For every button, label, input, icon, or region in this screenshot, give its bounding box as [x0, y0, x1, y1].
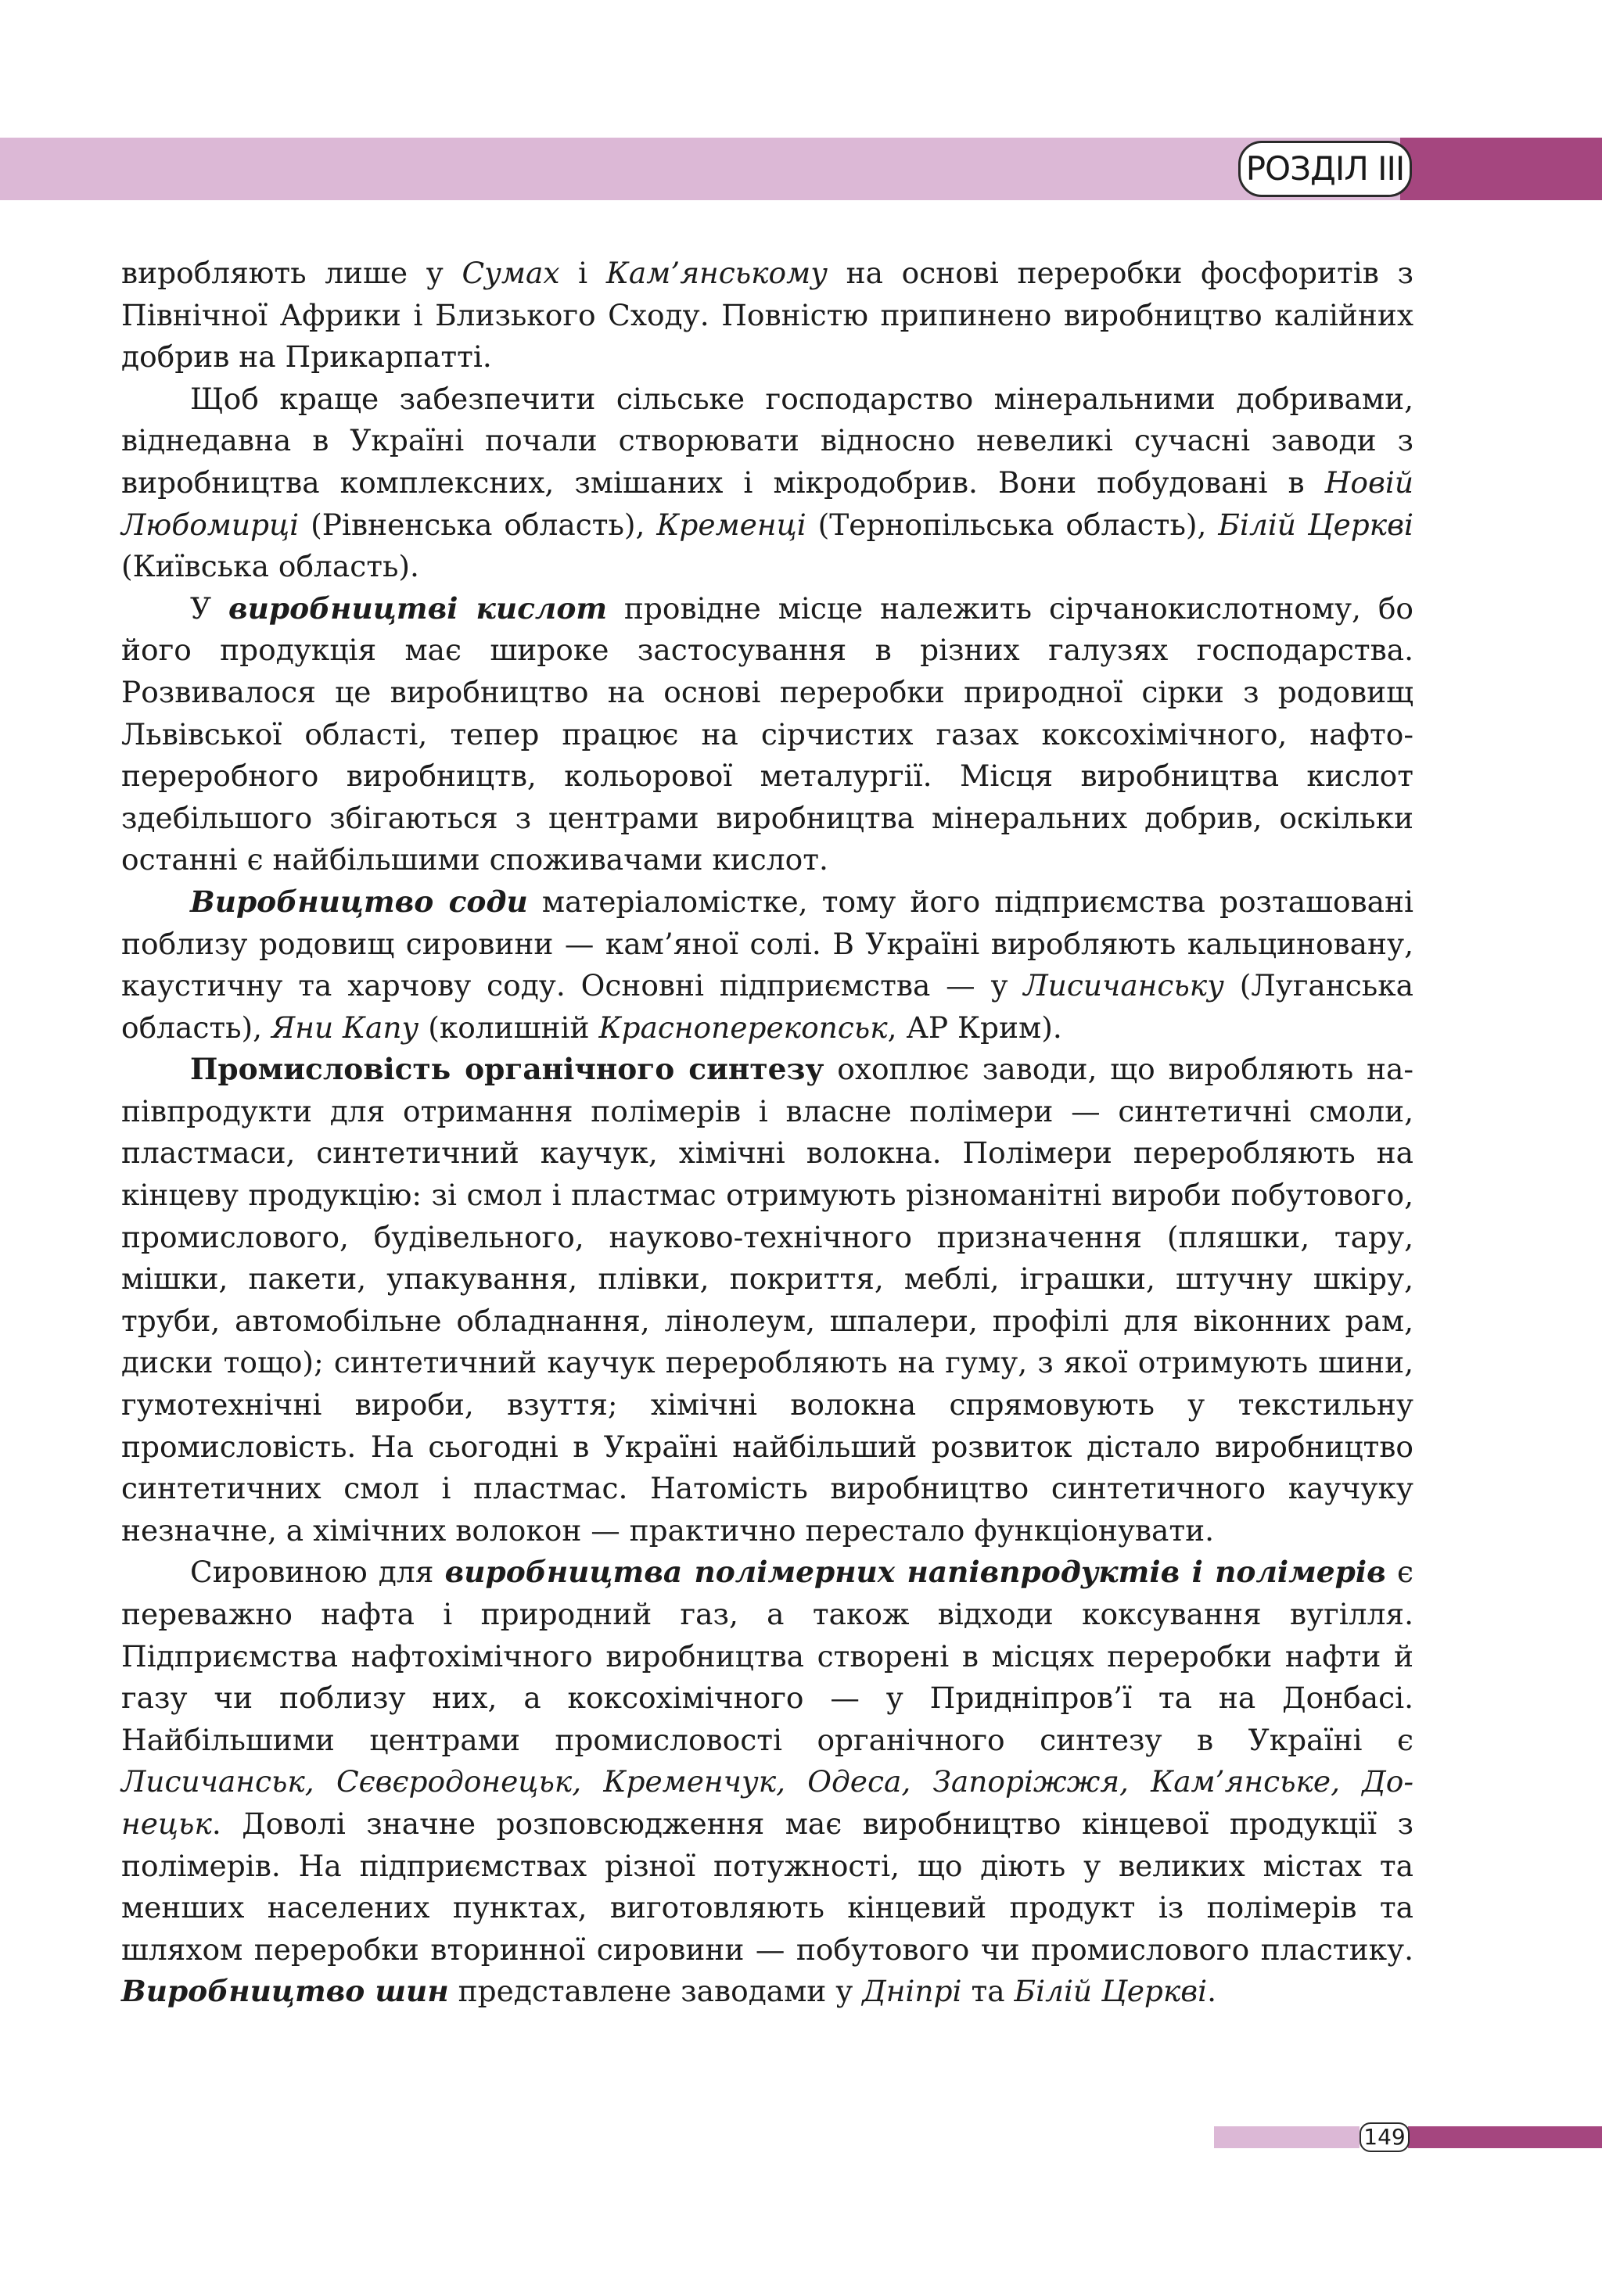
- section-label: РОЗДІЛ ІІІ: [1238, 141, 1412, 197]
- text-run: та: [961, 1974, 1015, 2009]
- emphasis-run: Кременці: [656, 507, 806, 542]
- text-run: .: [1207, 1974, 1217, 2009]
- emphasis-run: Яни Капу: [271, 1010, 419, 1045]
- emphasis-run: Лисичанську: [1023, 968, 1224, 1003]
- emphasis-run: Промисловість органічного синтезу: [190, 1052, 824, 1087]
- text-run: У: [190, 590, 228, 626]
- body-text: [121, 253, 1413, 2013]
- header-band: [0, 138, 1400, 200]
- text-run: (Київська область).: [121, 549, 419, 584]
- text-run: (колишній: [418, 1010, 599, 1045]
- text-run: матеріаломістке, тому його підприємства розташовані поблизу родовищ сировини — кам’яної солі. В Україні виробляють кальциновану, каустичну та харчову соду. Основні підприємства — у: [121, 884, 1413, 1003]
- emphasis-run: виробництва полімерних напівпродуктів і полімерів: [444, 1555, 1386, 1590]
- paragraph: [121, 881, 1413, 1049]
- text-run: і: [559, 256, 606, 290]
- emphasis-run: Білій Церкві: [1014, 1974, 1208, 2009]
- paragraph: [121, 588, 1413, 881]
- paragraph: [121, 1049, 1413, 1552]
- text-run: Щоб краще забезпечити сільське господарство мінеральними добривами, віднедавна в Україні почали створювати відносно невеликі сучасні заводи з виробництва комплексних, змішаних і мікродобрив. Вони побудовані в: [121, 381, 1413, 500]
- text-run: . Доволі значне розповсюдження має виробництво кінцевої продукції з полімерів. На підприємствах різної потужності, що діють у великих містах та менших населених пунктах, виготовляють кінцевий продукт із полімерів та шляхом переробки вторинної сировини — побутового чи промислового пластику.: [121, 1806, 1413, 1967]
- text-run: (Тернопільська область),: [806, 507, 1219, 542]
- paragraph: [121, 1552, 1413, 2013]
- footer-band: [1214, 2126, 1360, 2148]
- text-run: охоплює заводи, що виробляють напівпродукти для отримання полімерів і власне полімери — синтетичні смоли, пластмаси, синтетичний каучук, хімічні волокна. Полімери переробляють на кінцеву продукцію: зі смол і пластмас отримують різноманітні вироби побутового, промислового, будівельного, науково-технічного призначення (пляшки, тару, мішки, пакети, упакування, плівки, покриття, меблі, іграшки, штучну шкіру, труби, автомобільне обладнання, лінолеум, шпалери, профілі для віконних рам, диски тощо); синтетичний каучук переробляють на гуму, з якої отримують шини, гумотехнічні вироби, взуття; хімічні волокна спрямовують у текстильну промисловість. На сьогодні в Україні найбільший розвиток дістало виробництво синтетичних смол і пластмас. Натомість виробництво синтетичного каучуку незначне, а хімічних волокон — практично перестало функціонувати.: [121, 1052, 1413, 1548]
- paragraph: [121, 378, 1413, 588]
- emphasis-run: Красноперекопськ: [598, 1010, 888, 1045]
- page-number: 149: [1360, 2122, 1410, 2152]
- text-run: представлене заводами у: [448, 1974, 863, 2009]
- header-band-accent: [1400, 138, 1602, 200]
- paragraph: [121, 253, 1413, 378]
- text-run: на основі переробки фосфоритів з Північної Африки і Близького Сходу. Повністю припинено виробництво калійних добрив на Прикарпатті.: [121, 256, 1413, 375]
- text-run: виробляють лише у: [121, 256, 462, 290]
- emphasis-run: Сумах: [462, 256, 560, 290]
- emphasis-run: Білій Церкві: [1218, 507, 1413, 542]
- text-run: (Луганська область),: [121, 968, 1413, 1045]
- emphasis-run: Дніпрі: [862, 1974, 962, 2009]
- emphasis-run: Виробництво шин: [121, 1974, 449, 2009]
- text-run: Сировиною для: [190, 1555, 445, 1590]
- emphasis-run: виробництві кислот: [228, 590, 608, 626]
- footer-band-accent: [1408, 2126, 1602, 2148]
- text-run: є переважно нафта і природний газ, а також відходи коксування вугілля. Підприємства нафтохімічного виробництва створені в місцях переробки нафти й газу чи поблизу них, а коксохімічного — у Придніпров’ї та на Донбасі. Найбільшими центрами промисловості органічного синтезу в Україні є: [121, 1555, 1413, 1757]
- emphasis-run: Виробництво соди: [190, 884, 528, 919]
- text-run: , АР Крим).: [887, 1010, 1062, 1045]
- text-run: (Рівненська область),: [299, 507, 657, 542]
- emphasis-run: Новій Любомирці: [121, 465, 1413, 542]
- emphasis-run: Лисичанськ, Сєвєродонецьк, Кременчук, Одеса, Запоріжжя, Кам’янське, Донецьк: [121, 1764, 1413, 1841]
- emphasis-run: Кам’янському: [605, 256, 828, 290]
- text-run: провідне місце належить сірчанокислотному, бо його продукція має широке застосування в різних галузях господарства. Розвивалося це виробництво на основі переробки природної сірки з родовищ Львівської області, тепер працює на сірчистих газах коксохімічного, нафтопереробного виробництв, кольорової металургії. Місця виробництва кислот здебільшого збігаються з центрами виробництва мінеральних добрив, оскільки останні є найбільшими споживачами кислот.: [121, 590, 1413, 877]
